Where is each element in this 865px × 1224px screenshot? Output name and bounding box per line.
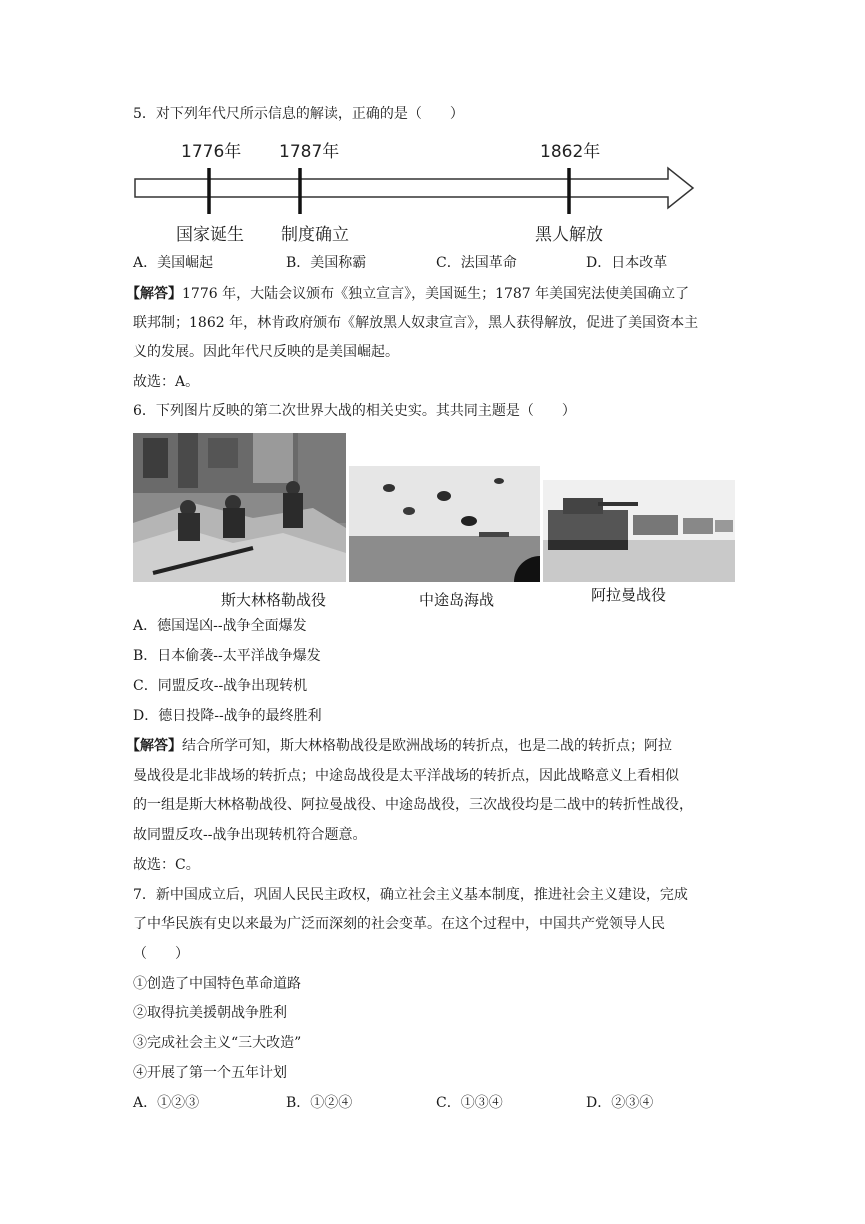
q7-option-c: C．①③④ xyxy=(436,1095,503,1111)
q6-answer-line-2: 曼战役是北非战场的转折点；中途岛战役是太平洋战场的转折点，因此战略意义上看相似 xyxy=(133,768,679,784)
answer-text: 结合所学可知，斯大林格勒战役是欧洲战场的转折点，也是二战的转折点；阿拉 xyxy=(182,738,672,754)
question-7-stem-line-1: 7．新中国成立后，巩固人民民主政权，确立社会主义基本制度，推进社会主义建设，完成 xyxy=(133,887,688,903)
question-7-stem-line-2: 了中华民族有史以来最为广泛而深刻的社会变革。在这个过程中，中国共产党领导人民 xyxy=(133,916,665,932)
question-7-stem-line-3: （ ） xyxy=(133,946,189,962)
timeline-figure xyxy=(133,132,703,247)
q7-item-1: ①创造了中国特色革命道路 xyxy=(133,976,301,992)
q6-answer-line-3: 的一组是斯大林格勒战役、阿拉曼战役、中途岛战役，三次战役均是二战中的转折性战役， xyxy=(133,797,693,813)
question-6-stem: 6．下列图片反映的第二次世界大战的相关史实。其共同主题是（ ） xyxy=(133,403,576,419)
timeline-year-1862: 1862年 xyxy=(540,142,601,162)
q7-item-2: ②取得抗美援朝战争胜利 xyxy=(133,1005,287,1021)
q5-option-c: C．法国革命 xyxy=(436,255,517,271)
answer-tag: 【解答】 xyxy=(126,286,182,302)
q6-answer-line-1 xyxy=(126,736,672,756)
q5-choice: 故选：A。 xyxy=(133,374,200,390)
stalingrad-photo xyxy=(133,433,346,582)
timeline-event-emancipation: 黑人解放 xyxy=(535,225,603,245)
q7-option-d: D．②③④ xyxy=(586,1095,654,1111)
q6-choice: 故选：C。 xyxy=(133,857,200,873)
q6-answer-line-4: 故同盟反攻--战争出现转机符合题意。 xyxy=(133,827,367,843)
timeline-year-1776: 1776年 xyxy=(181,142,242,162)
caption-el-alamein: 阿拉曼战役 xyxy=(591,586,667,604)
q6-option-d: D．德日投降--战争的最终胜利 xyxy=(133,708,322,724)
answer-tag: 【解答】 xyxy=(126,738,182,754)
q5-answer-line-3: 义的发展。因此年代尺反映的是美国崛起。 xyxy=(133,344,399,360)
q7-option-b: B．①②④ xyxy=(286,1095,353,1111)
caption-midway: 中途岛海战 xyxy=(419,591,495,609)
q5-answer-line-2: 联邦制；1862 年，林肯政府颁布《解放黑人奴隶宣言》，黑人获得解放，促进了美国资本主 xyxy=(133,315,699,331)
q6-option-b: B．日本偷袭--太平洋战争爆发 xyxy=(133,648,321,664)
q5-option-b: B．美国称霸 xyxy=(286,255,367,271)
answer-text: 1776 年，大陆会议颁布《独立宣言》，美国诞生；1787 年美国宪法使美国确立了 xyxy=(182,286,690,302)
q5-option-a: A．美国崛起 xyxy=(133,255,214,271)
q7-item-4: ④开展了第一个五年计划 xyxy=(133,1065,287,1081)
timeline-event-nation-born: 国家诞生 xyxy=(176,225,244,245)
timeline-event-system-established: 制度确立 xyxy=(281,225,349,245)
timeline-year-1787: 1787年 xyxy=(279,142,340,162)
midway-photo xyxy=(349,466,540,582)
q7-item-3: ③完成社会主义“三大改造” xyxy=(133,1035,302,1051)
q5-answer-line-1 xyxy=(126,284,689,304)
q5-option-d: D．日本改革 xyxy=(586,255,668,271)
q6-option-c: C．同盟反攻--战争出现转机 xyxy=(133,678,308,694)
caption-stalingrad: 斯大林格勒战役 xyxy=(221,591,327,609)
q7-option-a: A．①②③ xyxy=(133,1095,200,1111)
question-5-stem: 5．对下列年代尺所示信息的解读，正确的是（ ） xyxy=(133,106,464,122)
q6-option-a: A．德国逞凶--战争全面爆发 xyxy=(133,618,307,634)
el-alamein-photo xyxy=(543,480,735,582)
